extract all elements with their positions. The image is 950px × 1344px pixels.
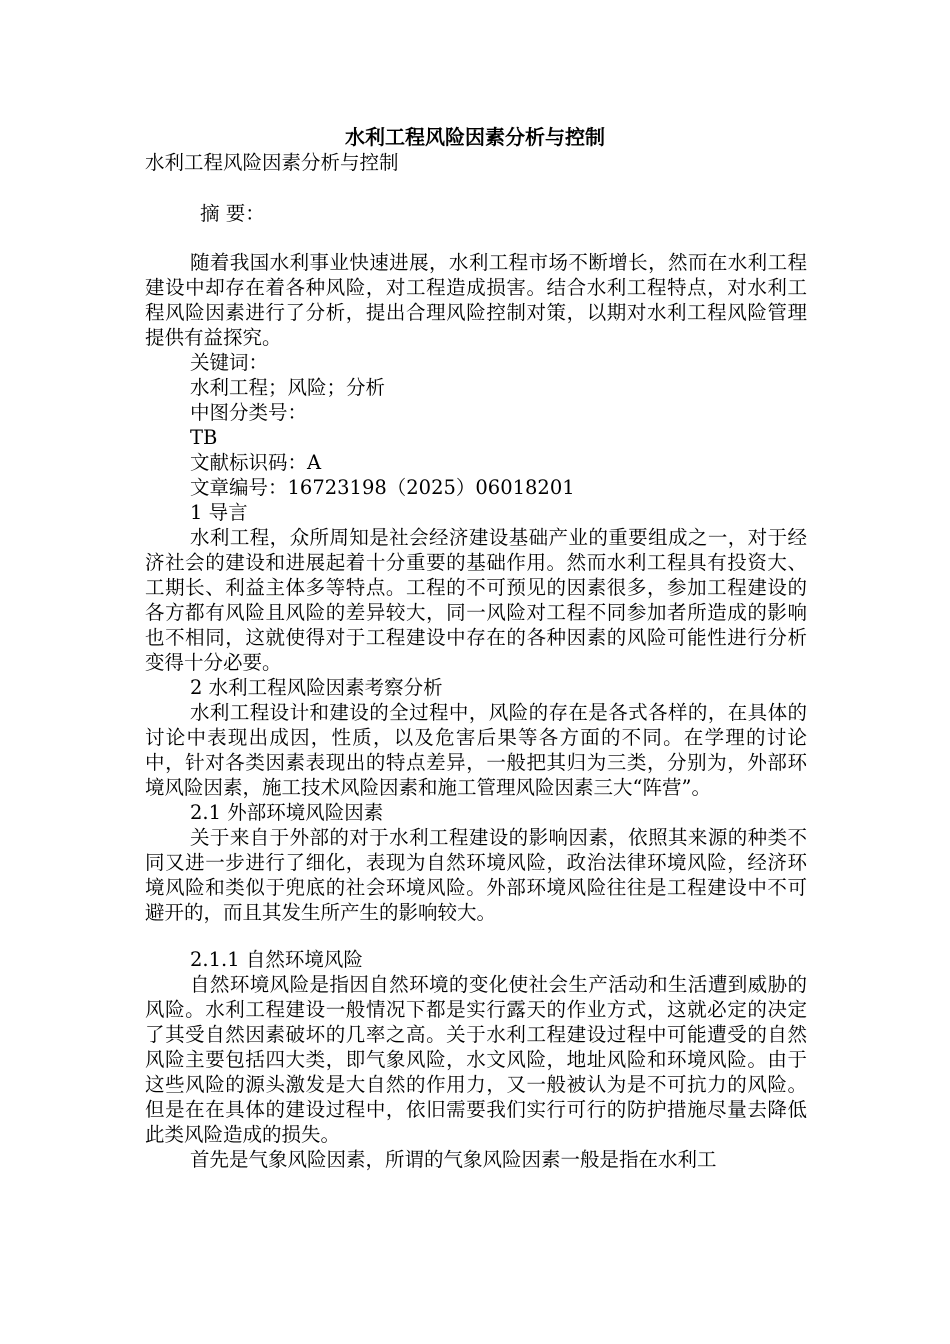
section-2-1-heading: 2.1 外部环境风险因素 <box>190 801 384 824</box>
article-number: 文章编号：16723198（2025）06018201 <box>190 476 575 499</box>
document-title: 水利工程风险因素分析与控制 <box>345 125 605 149</box>
document-subtitle: 水利工程风险因素分析与控制 <box>145 151 399 174</box>
document-code: 文献标识码：A <box>190 451 322 474</box>
document-body <box>145 150 807 1172</box>
section-2-1-1-paragraph-2: 首先是气象风险因素，所谓的气象风险因素一般是指在水利工 <box>190 1148 717 1171</box>
section-2-1-1-heading: 2.1.1 自然环境风险 <box>190 948 363 971</box>
abstract-label: 摘 要： <box>200 202 265 225</box>
clc-label: 中图分类号： <box>190 401 308 424</box>
clc-value: TB <box>190 426 218 449</box>
section-2-heading: 2 水利工程风险因素考察分析 <box>190 676 443 699</box>
section-2-paragraph: 水利工程设计和建设的全过程中，风险的存在是各式各样的，在具体的讨论中表现出成因，性质，以及危害后果等各方面的不同。在学理的讨论中，针对各类因素表现出的特点差异，一般把其归为三类，分别为，外部环境风险因素，施工技术风险因素和施工管理风险因素三大“阵营”。 <box>145 701 807 799</box>
section-1-heading: 1 导言 <box>190 501 248 524</box>
abstract-text: 随着我国水利事业快速进展，水利工程市场不断增长，然而在水利工程建设中却存在着各种风险，对工程造成损害。结合水利工程特点，对水利工程风险因素进行了分析，提出合理风险控制对策，以期对水利工程风险管理提供有益探究。 <box>145 251 807 349</box>
section-2-1-paragraph: 关于来自于外部的对于水利工程建设的影响因素，依照其来源的种类不同又进一步进行了细化，表现为自然环境风险，政治法律环境风险，经济环境风险和类似于兜底的社会环境风险。外部环境风险往往是工程建设中不可避开的，而且其发生所产生的影响较大。 <box>145 826 807 924</box>
section-2-1-1-paragraph-1: 自然环境风险是指因自然环境的变化使社会生产活动和生活遭到威胁的风险。水利工程建设一般情况下都是实行露天的作业方式，这就必定的决定了其受自然因素破坏的几率之高。关于水利工程建设过程中可能遭受的自然风险主要包括四大类，即气象风险，水文风险，地址风险和环境风险。由于这些风险的源头激发是大自然的作用力，又一般被认为是不可抗力的风险。但是在在具体的建设过程中，依旧需要我们实行可行的防护措施尽量去降低此类风险造成的损失。 <box>145 973 807 1146</box>
section-1-paragraph: 水利工程，众所周知是社会经济建设基础产业的重要组成之一，对于经济社会的建设和进展起着十分重要的基础作用。然而水利工程具有投资大、工期长、利益主体多等特点。工程的不可预见的因素很多，参加工程建设的各方都有风险且风险的差异较大，同一风险对工程不同参加者所造成的影响也不相同，这就使得对于工程建设中存在的各种因素的风险可能性进行分析变得十分必要。 <box>145 526 807 674</box>
keywords-value: 水利工程；风险；分析 <box>190 376 386 399</box>
keywords-label: 关键词： <box>190 351 269 374</box>
